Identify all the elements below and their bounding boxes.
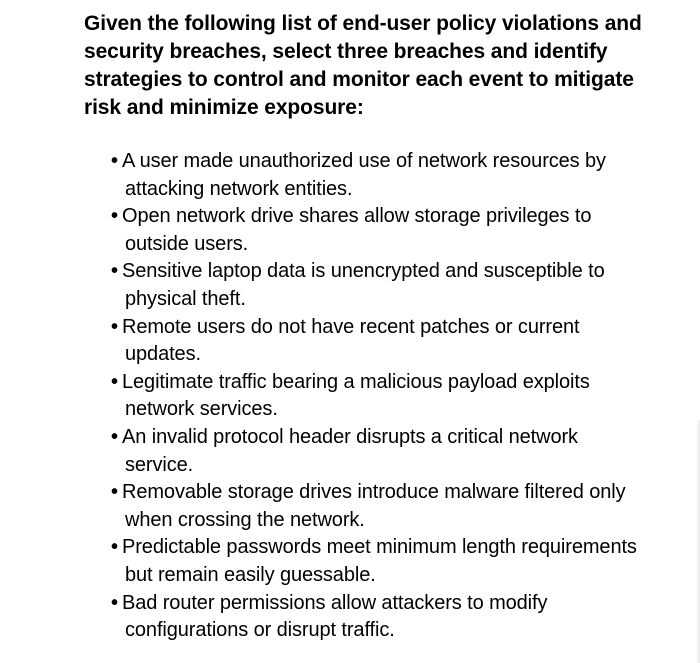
breach-list [100, 148, 640, 645]
bullet-icon: • [111, 536, 118, 559]
list-item [100, 203, 640, 258]
list-item [100, 424, 640, 479]
bullet-icon: • [111, 425, 118, 448]
bullet-icon: • [111, 260, 118, 283]
bullet-icon: • [111, 315, 118, 338]
list-item-text: Predictable passwords meet minimum length requirements but remain easily guessable. [122, 536, 637, 586]
bullet-icon: • [111, 370, 118, 393]
list-item [100, 258, 640, 313]
list-item [100, 314, 640, 369]
bullet-icon: • [111, 591, 118, 614]
list-item [100, 534, 640, 589]
list-item-text: Sensitive laptop data is unencrypted and susceptible to physical theft. [122, 260, 605, 310]
list-item-text: Bad router permissions allow attackers to modify configurations or disrupt traffic. [122, 591, 548, 642]
list-item-text: Removable storage drives introduce malware filtered only when crossing the network. [122, 481, 626, 531]
list-item-text: Legitimate traffic bearing a malicious payload exploits network services. [122, 370, 590, 421]
bullet-icon: • [111, 481, 118, 504]
list-item [100, 369, 640, 424]
list-item-text: A user made unauthorized use of network resources by attacking network entities. [122, 150, 606, 200]
list-item [100, 148, 640, 203]
list-item [100, 479, 640, 534]
page-edge-shadow [696, 420, 700, 663]
list-item-text: Open network drive shares allow storage privileges to outside users. [122, 205, 592, 255]
bullet-icon: • [111, 150, 118, 172]
bullet-icon: • [111, 205, 118, 228]
list-item-text: An invalid protocol header disrupts a critical network service. [122, 425, 578, 476]
list-item-text: Remote users do not have recent patches or current updates. [122, 315, 580, 366]
list-item [100, 590, 640, 645]
question-text: Given the following list of end-user policy violations and security breaches, select three breaches and identify strategies to control and monitor each event to mitigate risk and minimize exposure: [84, 12, 642, 119]
